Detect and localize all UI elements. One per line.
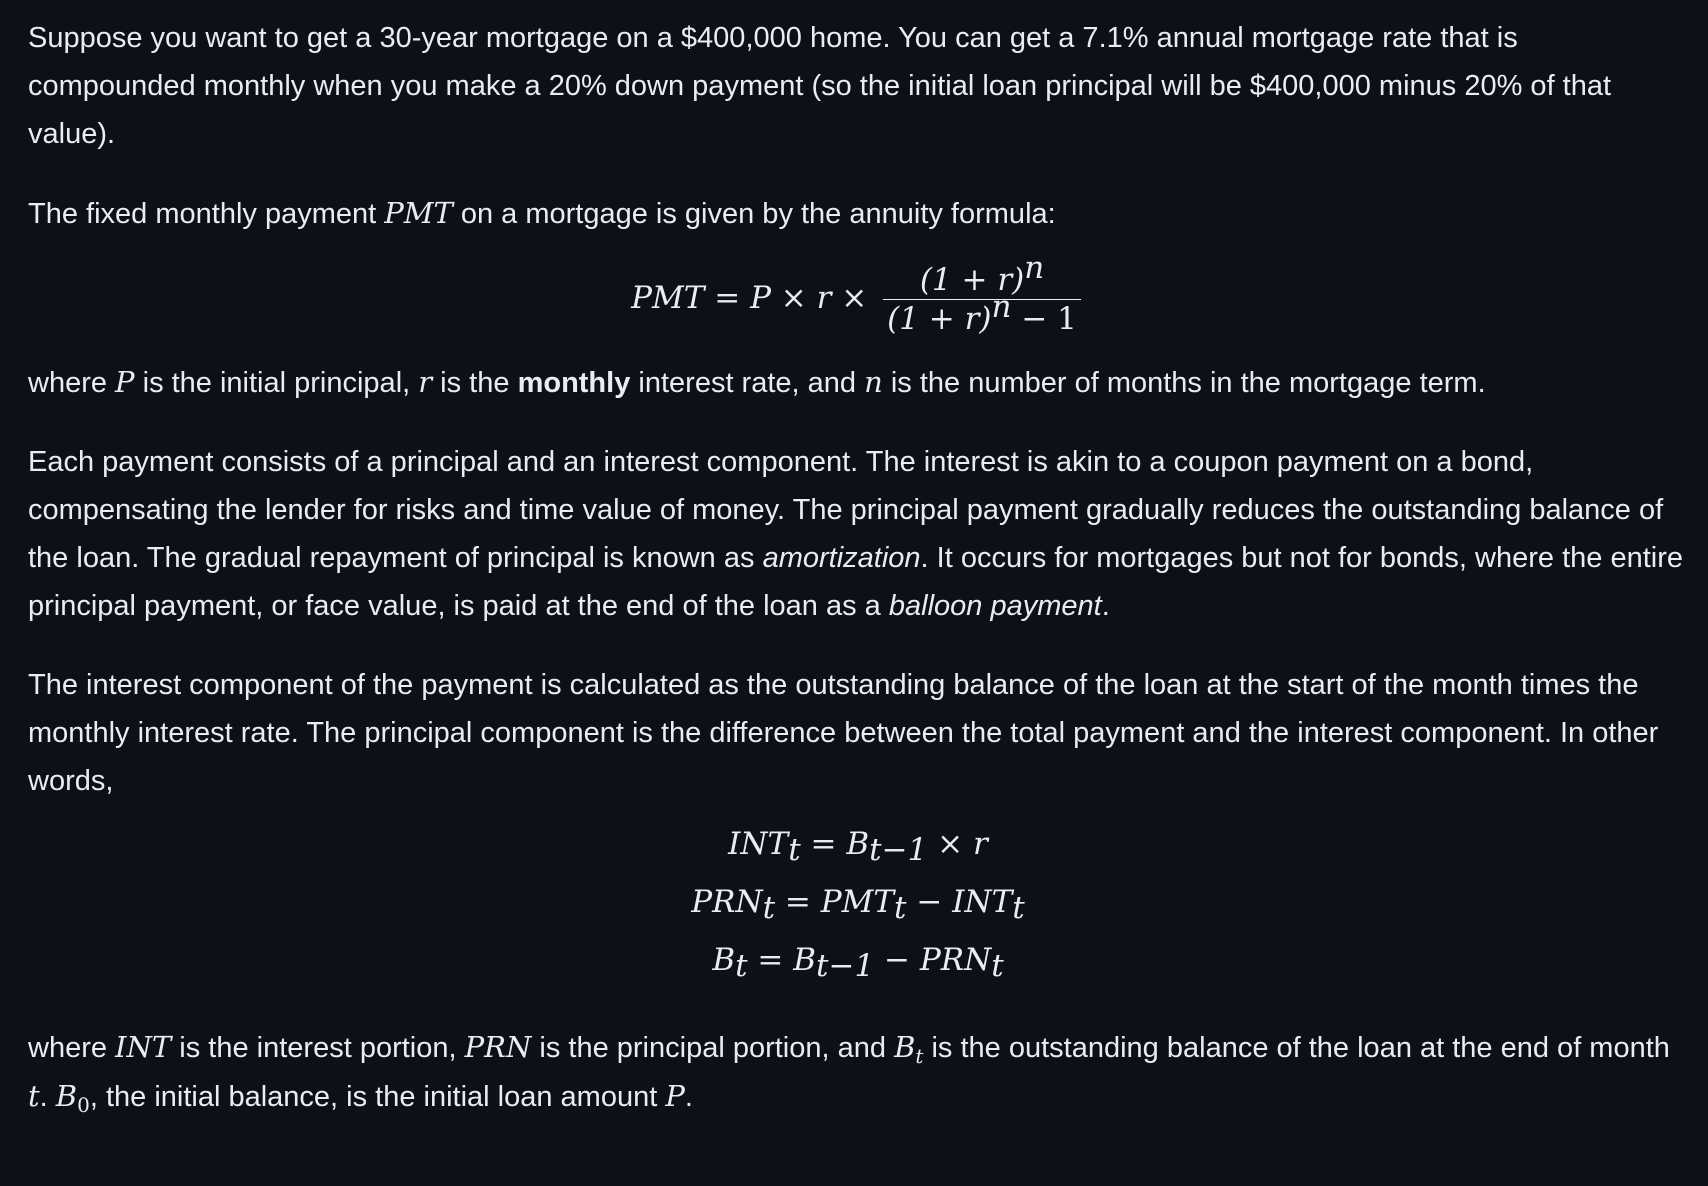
recurrence-equations — [28, 815, 1688, 989]
interest-equation: INTt = Bt−1 × r — [728, 826, 988, 868]
math-pmt: PMT — [384, 196, 453, 230]
document-body — [28, 14, 1688, 1152]
amortization-paragraph: Each payment consists of a principal and an interest component. The interest is akin to a coupon payment on a bond, compensating the lender for risks and time value of money. The principal payment gradually reduces the outstanding balance of the loan. The gradual repayment of principal is known as amortization. It occurs for mortgages but not for bonds, where the entire principal payment, or face value, is paid at the end of the loan as a balloon payment. — [28, 446, 1683, 622]
principal-equation: PRNt = PMTt − INTt — [691, 884, 1025, 926]
variable-definitions-paragraph: where P is the initial principal, r is the monthly interest rate, and n is the number of months in the mortgage term. — [28, 365, 1486, 399]
fraction-denominator: (1 + r)n − 1 — [883, 299, 1081, 336]
fraction-numerator: (1 + r)n — [919, 250, 1045, 298]
annuity-formula: PMT = P × r × $\frac{(1 + r)n}{(1 + r)n - 1}$ — [28, 263, 1688, 336]
components-paragraph: The interest component of the payment is calculated as the outstanding balance of the loan at the start of the month times the monthly interest rate. The principal component is the difference between the total payment and the interest component. In other words, — [28, 669, 1659, 797]
balance-equation: Bt = Bt−1 − PRNt — [712, 942, 1004, 984]
definitions-paragraph: where INT is the interest portion, PRN is the principal portion, and $B_t$ is the outstanding balance of the loan at the end of month t. $B_0$, the initial balance, is the initial loan amount P. — [28, 1030, 1670, 1117]
annuity-fraction — [883, 250, 1081, 337]
annuity-intro-paragraph: The fixed monthly payment PMT on a mortgage is given by the annuity formula: — [28, 196, 1056, 230]
intro-paragraph: Suppose you want to get a 30-year mortgage on a $400,000 home. You can get a 7.1% annual mortgage rate that is compounded monthly when you make a 20% down payment (so the initial loan principal will be $400,000 minus 20% of that value). — [28, 22, 1612, 150]
